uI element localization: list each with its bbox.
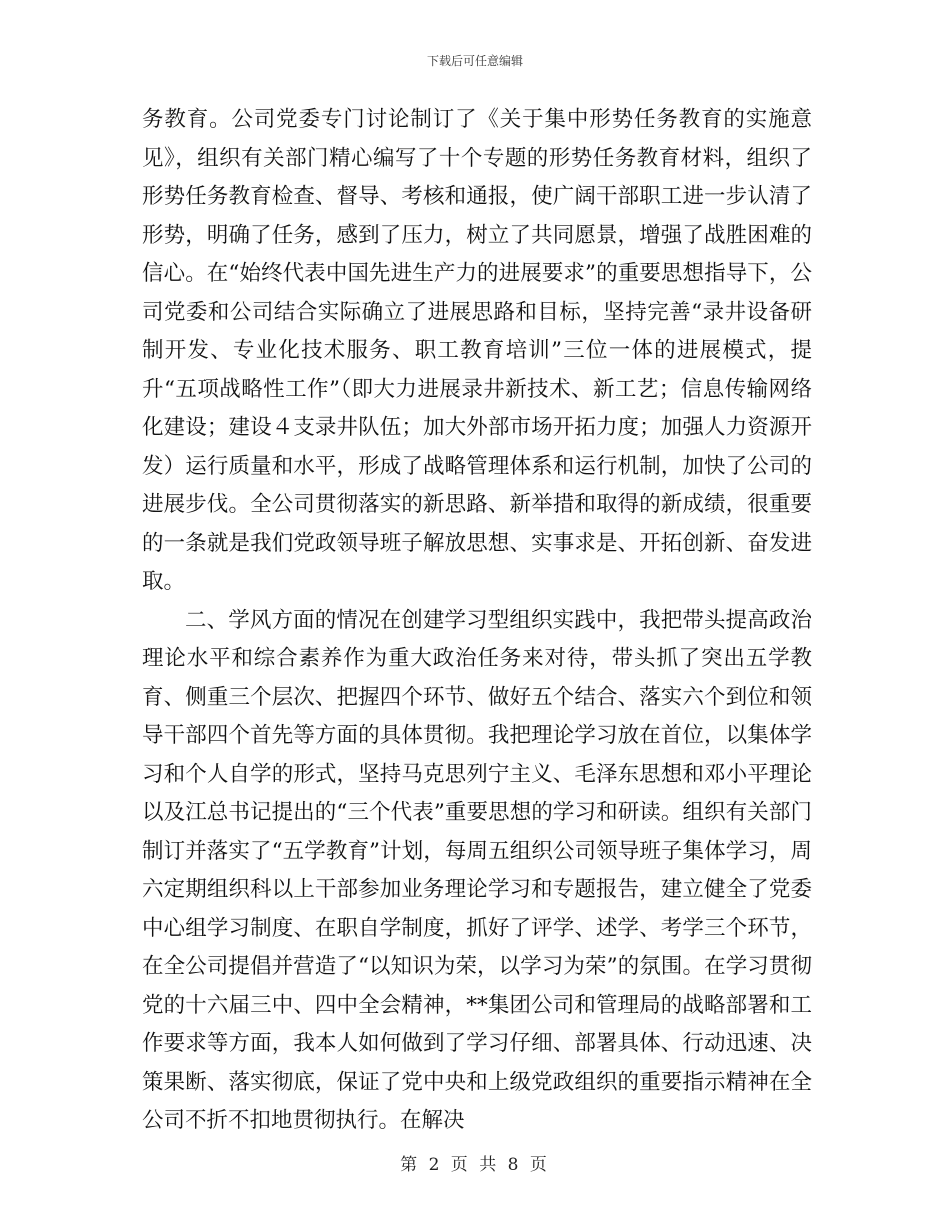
- paragraph: 二、学风方面的情况在创建学习型组织实践中，我把带头提高政治理论水平和综合素养作为重大政治任务来对待，带头抓了突出五学教育、侧重三个层次、把握四个环节、做好五个结合、落实六个到位和领导干部四个首先等方面的具体贯彻。我把理论学习放在首位，以集体学习和个人自学的形式，坚持马克思列宁主义、毛泽东思想和邓小平理论以及江总书记提出的“三个代表”重要思想的学习和研读。组织有关部门制订并落实了“五学教育”计划，每周五组织公司领导班子集体学习，周六定期组织科以上干部参加业务理论学习和专题报告，建立健全了党委中心组学习制度、在职自学制度，抓好了评学、述学、考学三个环节，在全公司提倡并营造了“以知识为荣，以学习为荣”的氛围。在学习贯彻党的十六届三中、四中全会精神，**集团公司和管理局的战略部署和工作要求等方面，我本人如何做到了学习仔细、部署具体、行动迅速、决策果断、落实彻底，保证了党中央和上级党政组织的重要指示精神在全公司不折不扣地贯彻执行。在解决: [142, 607, 812, 1133]
- page-number-footer: 第 2 页 共 8 页: [400, 1155, 550, 1175]
- paragraph: 务教育。公司党委专门讨论制订了《关于集中形势任务教育的实施意见》，组织有关部门精心编写了十个专题的形势任务教育材料，组织了形势任务教育检查、督导、考核和通报，使广阔干部职工进一步认清了形势，明确了任务，感到了压力，树立了共同愿景，增强了战胜困难的信心。在“始终代表中国先进生产力的进展要求”的重要思想指导下，公司党委和公司结合实际确立了进展思路和目标，坚持完善“录井设备研制开发、专业化技术服务、职工教育培训”三位一体的进展模式，提升“五项战略性工作”（即大力进展录井新技术、新工艺；信息传输网络化建设；建设４支录井队伍；加大外部市场开拓力度；加强人力资源开发）运行质量和水平，形成了战略管理体系和运行机制，加快了公司的进展步伐。全公司贯彻落实的新思路、新举措和取得的新成绩，很重要的一条就是我们党政领导班子解放思想、实事求是、开拓创新、奋发进取。: [142, 107, 812, 594]
- page-header: 下载后可任意编辑: [426, 54, 523, 68]
- document-body: [142, 101, 812, 1141]
